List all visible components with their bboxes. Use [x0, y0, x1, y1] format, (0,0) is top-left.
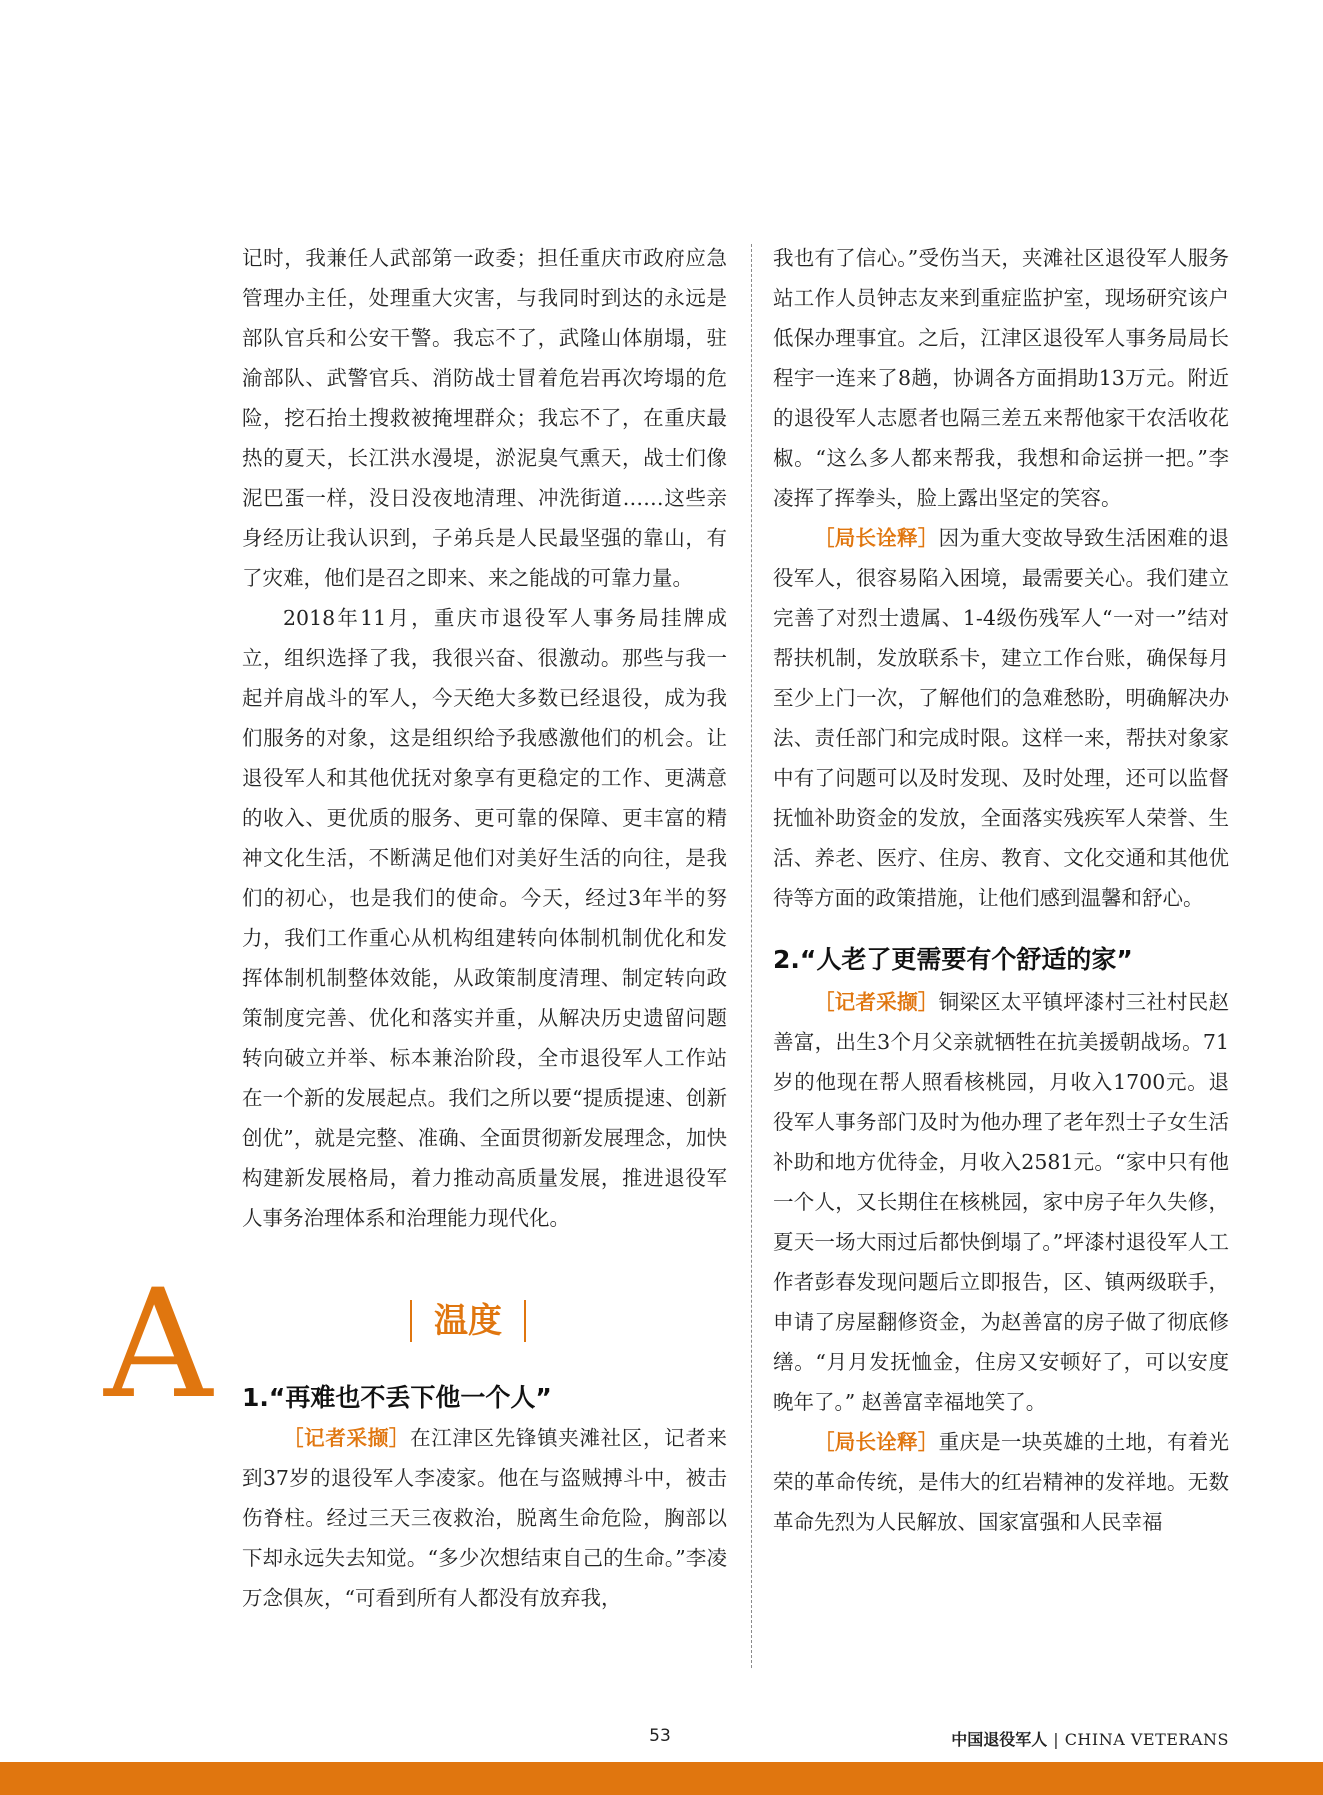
column-divider [751, 244, 752, 1668]
paragraph: 记时，我兼任人武部第一政委；担任重庆市政府应急管理办主任，处理重大灾害，与我同时到达的永远是部队官兵和公安干警。我忘不了，武隆山体崩塌，驻渝部队、武警官兵、消防战士冒着危岩再次垮塌的危险，挖石抬土搜救被掩埋群众；我忘不了，在重庆最热的夏天，长江洪水漫堤，淤泥臭气熏天，战士们像泥巴蛋一样，没日没夜地清理、冲洗街道……这些亲身经历让我认识到，子弟兵是人民最坚强的靠山，有了灾难，他们是召之即来、来之能战的可靠力量。 [242, 246, 727, 590]
paragraph: 我也有了信心。”受伤当天，夹滩社区退役军人服务站工作人员钟志友来到重症监护室，现场研究该户低保办理事宜。之后，江津区退役军人事务局局长程宇一连来了8趟，协调各方面捐助13万元。附近的退役军人志愿者也隔三差五来帮他家干农活收花椒。“这么多人都来帮我，我想和命运拼一把。”李凌挥了挥拳头，脸上露出坚定的笑容。 [773, 246, 1229, 510]
right-column [773, 238, 1229, 1542]
paragraph: 2018年11月，重庆市退役军人事务局挂牌成立，组织选择了我，我很兴奋、很激动。那些与我一起并肩战斗的军人，今天绝大多数已经退役，成为我们服务的对象，这是组织给予我感激他们的机会。让退役军人和其他优抚对象享有更稳定的工作、更满意的收入、更优质的服务、更可靠的保障、更丰富的精神文化生活，不断满足他们对美好生活的向往，是我们的初心，也是我们的使命。今天，经过3年半的努力，我们工作重心从机构组建转向体制机制优化和发挥体制机制整体效能，从政策制度清理、制定转向政策制度完善、优化和落实并重，从解决历史遗留问题转向破立并举、标本兼治阶段，全市退役军人工作站在一个新的发展起点。我们之所以要“提质提速、创新创优”，就是完整、准确、全面贯彻新发展理念，加快构建新发展格局，着力推动高质量发展，推进退役军人事务治理体系和治理能力现代化。 [242, 606, 727, 1230]
section-title: 温度 [410, 1300, 526, 1342]
magazine-name [951, 1727, 1229, 1750]
paragraph [242, 1418, 727, 1618]
footer-bar [0, 1762, 1323, 1795]
left-column [104, 238, 728, 1618]
magazine-name-en: CHINA VETERANS [1064, 1730, 1229, 1749]
section-header [104, 1258, 727, 1432]
subheading: 2.“人老了更需要有个舒适的家” [773, 945, 1133, 974]
paragraph [773, 1422, 1229, 1542]
separator: | [1053, 1730, 1059, 1749]
subheading: 1.“再难也不丢下他一个人” [242, 1383, 552, 1412]
paragraph [773, 518, 1229, 918]
paragraph [773, 982, 1229, 1422]
director-tag: ［局长诠释］ [814, 1430, 939, 1454]
reporter-tag: ［记者采撷］ [283, 1426, 411, 1450]
section-drop-letter: A [104, 1258, 213, 1432]
paragraph-text: 铜梁区太平镇坪漆村三社村民赵善富，出生3个月父亲就牺牲在抗美援朝战场。71岁的他现在帮人照看核桃园，月收入1700元。退役军人事务部门及时为他办理了老年烈士子女生活补助和地方优待金，月收入2581元。“家中只有他一个人，又长期住在核桃园，家中房子年久失修，夏天一场大雨过后都快倒塌了。”坪漆村退役军人工作者彭春发现问题后立即报告，区、镇两级联手，申请了房屋翻修资金，为赵善富的房子做了彻底修缮。“月月发抚恤金，住房又安顿好了，可以安度晚年了。” 赵善富幸福地笑了。 [773, 990, 1230, 1414]
paragraph-text: 因为重大变故导致生活困难的退役军人，很容易陷入困境，最需要关心。我们建立完善了对烈士遗属、1-4级伤残军人“一对一”结对帮扶机制，发放联系卡，建立工作台账，确保每月至少上门一次，了解他们的急难愁盼，明确解决办法、责任部门和完成时限。这样一来，帮扶对象家中有了问题可以及时发现、及时处理，还可以监督抚恤补助资金的发放，全面落实残疾军人荣誉、生活、养老、医疗、住房、教育、文化交通和其他优待等方面的政策措施，让他们感到温馨和舒心。 [773, 526, 1230, 910]
paragraph-text: 在江津区先锋镇夹滩社区，记者来到37岁的退役军人李凌家。他在与盗贼搏斗中，被击伤脊柱。经过三天三夜救治，脱离生命危险，胸部以下却永远失去知觉。“多少次想结束自己的生命。”李凌万念俱灰，“可看到所有人都没有放弃我， [242, 1426, 728, 1610]
reporter-tag: ［记者采撷］ [814, 990, 939, 1014]
magazine-name-cn: 中国退役军人 [951, 1730, 1048, 1749]
director-tag: ［局长诠释］ [814, 526, 939, 550]
page-number: 53 [649, 1726, 671, 1746]
paragraph-text: 重庆是一块英雄的土地，有着光荣的革命传统，是伟大的红岩精神的发祥地。无数革命先烈为人民解放、国家富强和人民幸福 [773, 1430, 1230, 1534]
